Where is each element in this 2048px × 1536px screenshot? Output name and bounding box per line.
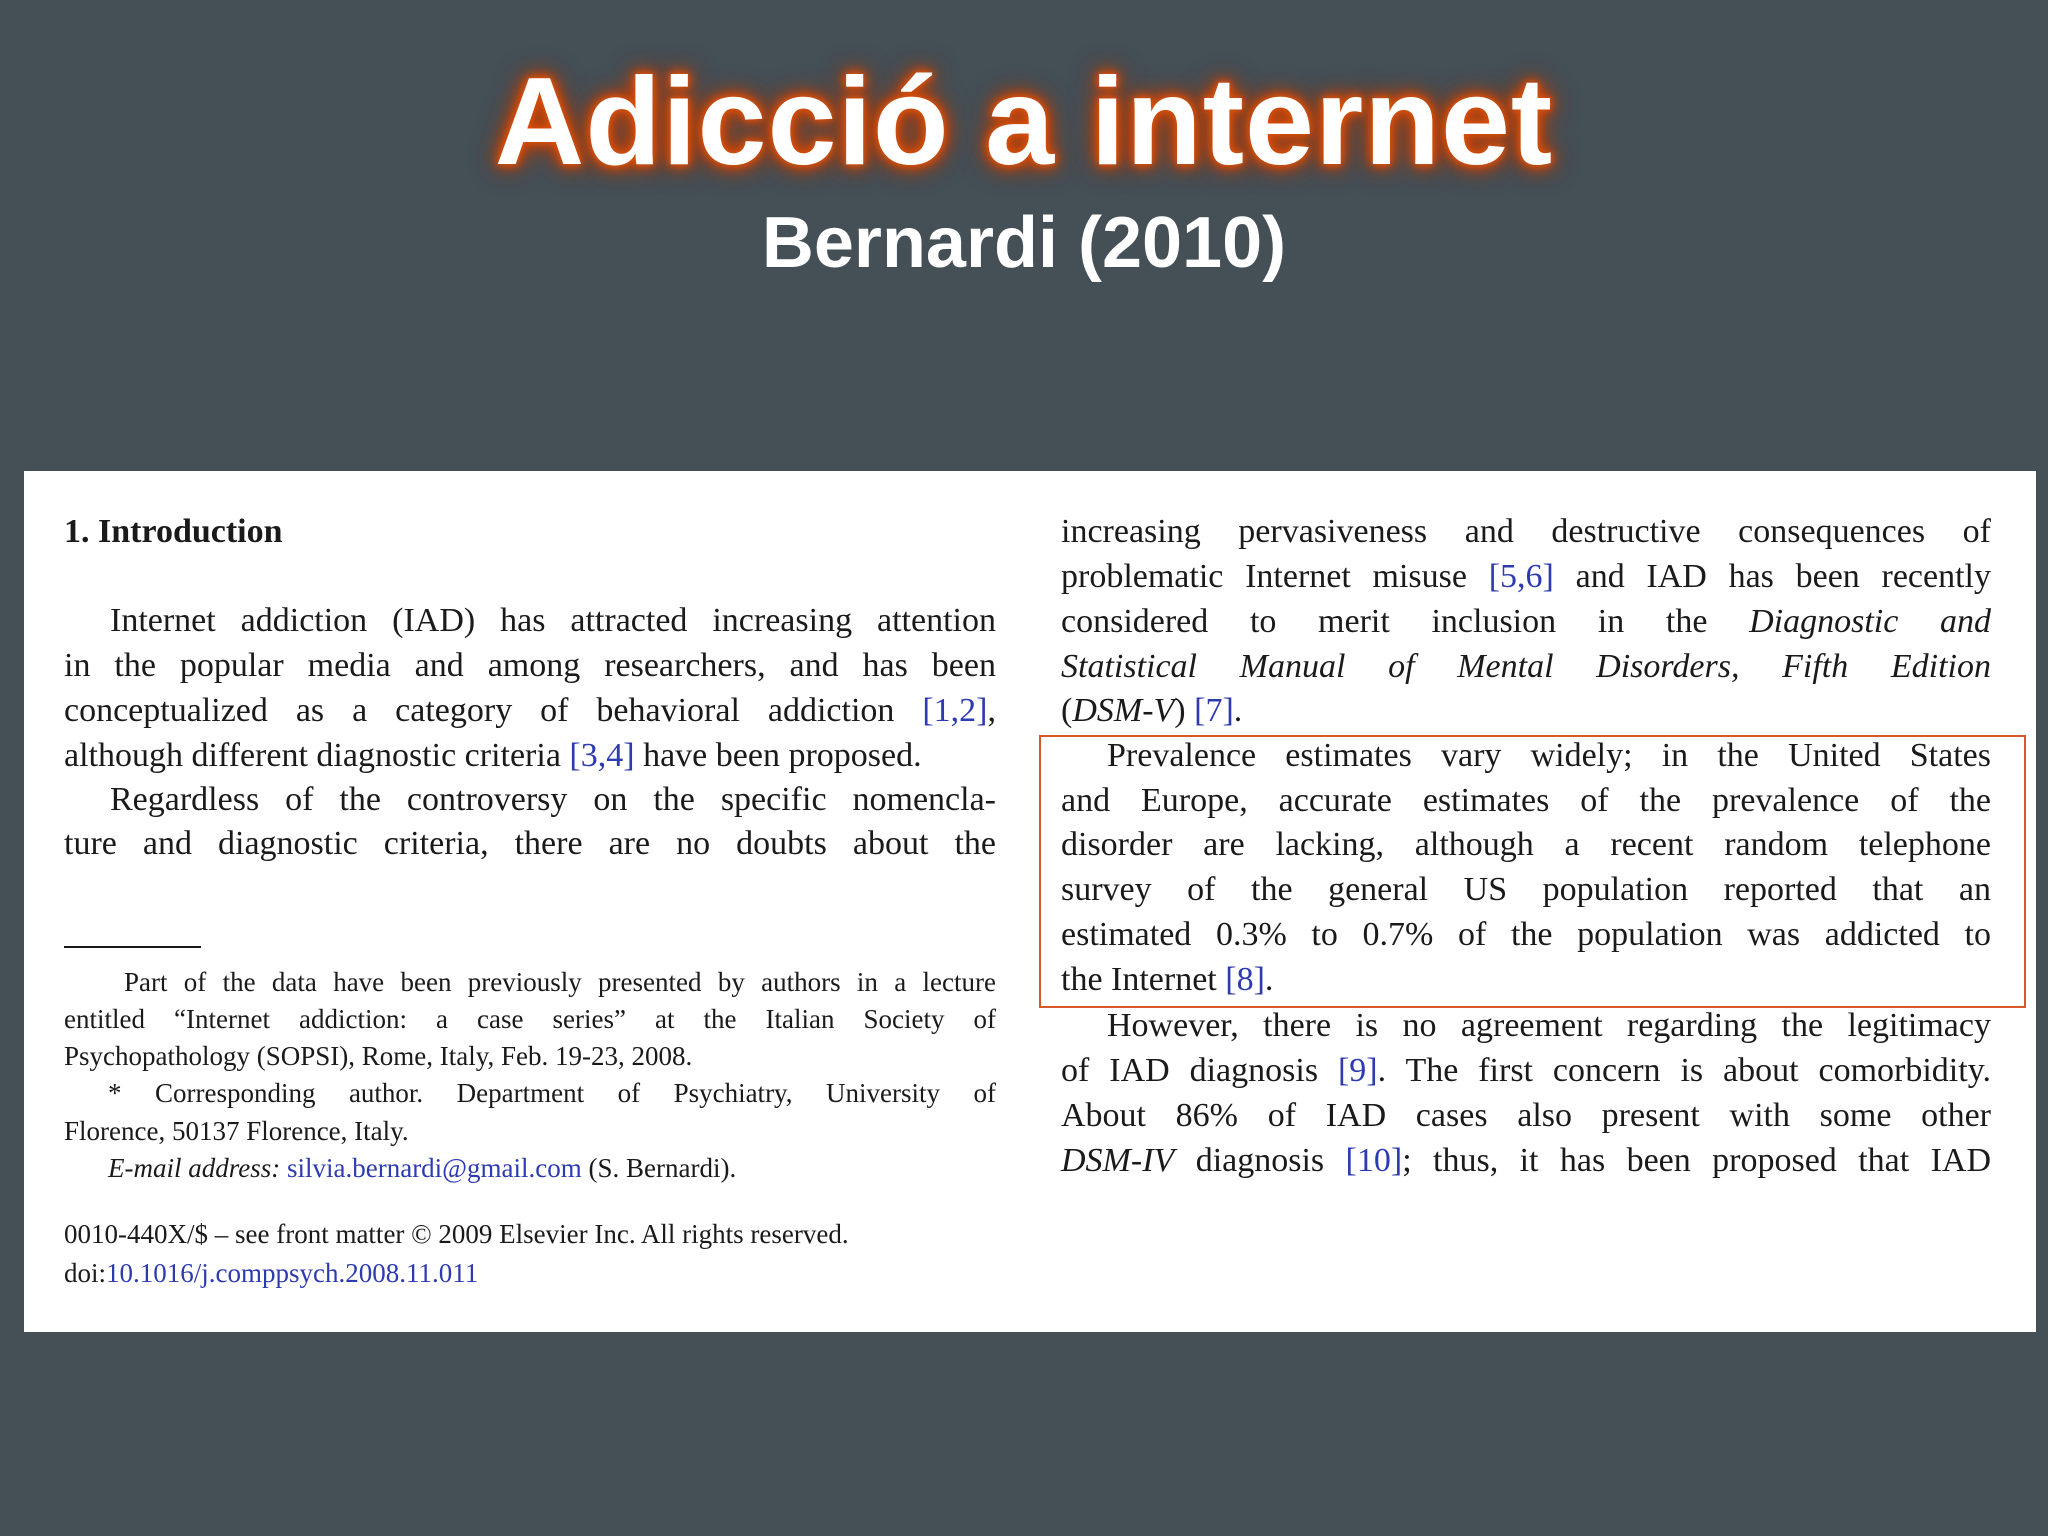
citation-link[interactable]: [9] [1337,1052,1378,1089]
highlight-box [1039,735,2026,1008]
citation-link[interactable]: [3,4] [569,737,635,774]
doi-line [64,1255,996,1292]
text-span: of IAD diagnosis [1061,1052,1338,1089]
paragraph-line [1061,1003,1991,1048]
text-span: problematic Internet misuse [1061,558,1489,595]
paragraph-line [1061,644,1991,689]
footnote-line [64,1075,996,1112]
paragraph-line [1061,1093,1991,1138]
text-span: Statistical Manual of Mental Disorders, Fifth Edition [1061,648,1991,685]
text-span: ture and diagnostic criteria, there are no doubts about the [64,825,996,862]
email-link[interactable]: silvia.bernardi@gmail.com [286,1153,582,1183]
text-span: estimated 0.3% to 0.7% of the population was addicted to [1061,916,1991,953]
slide-title: Adicció a internet [494,53,1554,191]
citation-link[interactable]: [5,6] [1488,558,1554,595]
text-span: and Europe, accurate estimates of the prevalence of the [1061,782,1991,819]
paragraph-line [1061,554,1991,599]
text-span: Prevalence estimates vary widely; in the United States [1107,737,1991,774]
text-span: have been proposed. [634,737,922,774]
text-span: considered to merit inclusion in the [1061,603,1750,640]
paragraph-line [64,688,996,733]
paragraph-line [1061,688,1991,733]
text-span: (S. Bernardi). [581,1153,737,1183]
section-heading: 1. Introduction [64,513,283,550]
text-span: in the popular media and among researchers, and has been [64,647,996,684]
footnote-line [64,1113,996,1150]
text-span: the Internet [1061,961,1226,998]
slide-subtitle: Bernardi (2010) [761,203,1287,283]
paragraph-line [1061,599,1991,644]
paragraph-line [1061,1048,1991,1093]
paragraph-line [64,777,996,822]
text-span: increasing pervasiveness and destructive consequences of [1061,513,1991,550]
text-span: Diagnostic and [1749,603,1991,640]
footnote-line [64,1001,996,1038]
text-span: doi: [64,1258,107,1288]
footnote-divider [64,946,201,948]
citation-link[interactable]: [7] [1194,692,1234,729]
text-span: ) [1174,692,1195,729]
text-span: , [987,692,996,729]
footnote-line [64,1038,996,1075]
text-span: DSM-V [1072,692,1175,729]
citation-link[interactable]: [10] [1345,1142,1403,1179]
text-span: and IAD has been recently [1553,558,1991,595]
paragraph-line [64,733,996,778]
email-label: E-mail address: [108,1153,281,1183]
paragraph-line [1061,1138,1991,1183]
text-span: Psychopathology (SOPSI), Rome, Italy, Feb. 19-23, 2008. [64,1041,693,1071]
text-span: About 86% of IAD cases also present with some other [1061,1097,1991,1134]
text-span: Internet addiction (IAD) has attracted increasing attention [110,602,996,639]
text-span: . [1264,961,1274,998]
citation-link[interactable]: [1,2] [922,692,988,729]
text-span: * Corresponding author. Department of Psychiatry, University of [108,1078,996,1108]
text-span: DSM-IV [1061,1142,1175,1179]
paragraph-line [64,598,996,643]
citation-link[interactable]: [8] [1225,961,1265,998]
text-span: Regardless of the controversy on the specific nomencla- [110,781,996,818]
text-span: 0010-440X/$ – see front matter © 2009 Elsevier Inc. All rights reserved. [64,1219,849,1249]
text-span: diagnosis [1174,1142,1346,1179]
doi-link[interactable]: 10.1016/j.comppsych.2008.11.011 [106,1258,479,1288]
footnote-line [64,964,996,1001]
text-span: Part of the data have been previously presented by authors in a lecture [124,967,996,997]
text-span: although different diagnostic criteria [64,737,570,774]
footnote-line [64,1150,996,1187]
text-span: conceptualized as a category of behavioral addiction [64,692,923,729]
text-span: . [1233,692,1243,729]
text-span: survey of the general US population reported that an [1061,871,1991,908]
copyright-line [64,1216,996,1253]
text-span: Florence, 50137 Florence, Italy. [64,1116,409,1146]
text-span: . The first concern is about comorbidity. [1377,1052,1991,1089]
paragraph-line [64,821,996,866]
paragraph-line [64,643,996,688]
text-span: disorder are lacking, although a recent random telephone [1061,826,1991,863]
text-span: ( [1061,692,1073,729]
text-span: ; thus, it has been proposed that IAD [1402,1142,1991,1179]
paragraph-line [1061,509,1991,554]
text-span: entitled “Internet addiction: a case series” at the Italian Society of [64,1004,996,1034]
text-span: However, there is no agreement regarding the legitimacy [1107,1007,1991,1044]
